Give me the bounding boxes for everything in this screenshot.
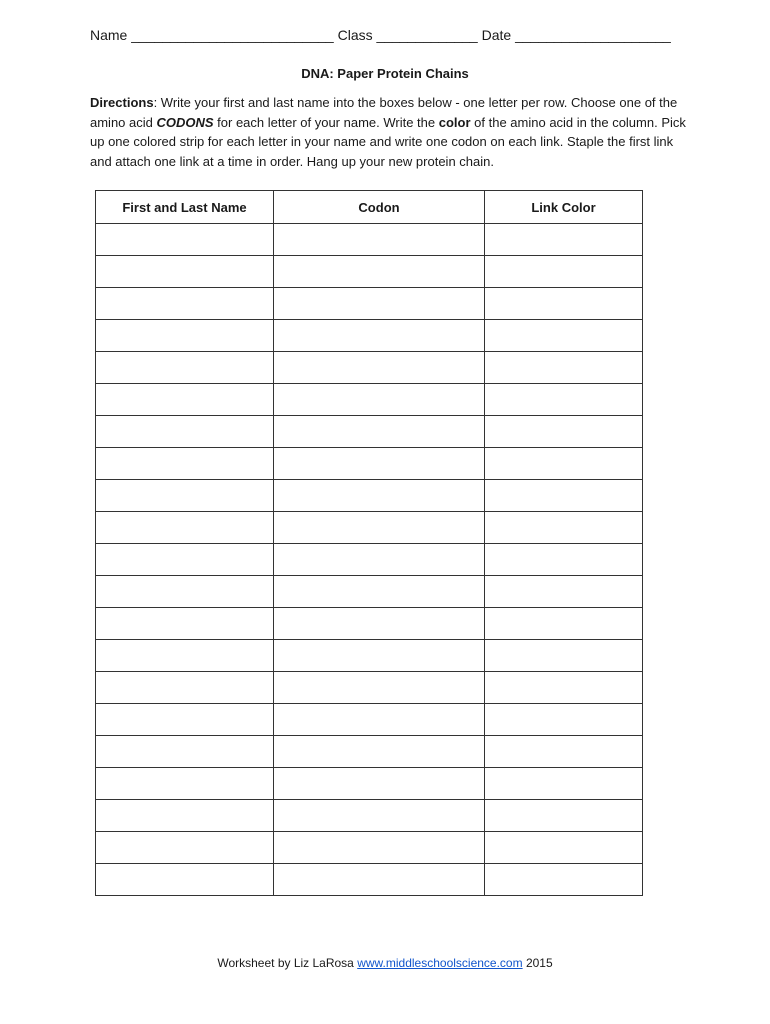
name-cell[interactable] (96, 352, 274, 384)
name-cell[interactable] (96, 736, 274, 768)
link-color-cell[interactable] (485, 224, 643, 256)
directions-text-1: : Write your first and last name into the boxes below - one letter per row. Choose one of the amino acid (90, 95, 678, 130)
codon-cell[interactable] (274, 576, 485, 608)
name-cell[interactable] (96, 800, 274, 832)
table-row (96, 480, 643, 512)
name-cell[interactable] (96, 768, 274, 800)
codon-cell[interactable] (274, 448, 485, 480)
class-label: Class (337, 27, 373, 43)
table-row (96, 608, 643, 640)
header-codon: Codon (274, 191, 485, 224)
name-cell[interactable] (96, 480, 274, 512)
header-first-last-name: First and Last Name (96, 191, 274, 224)
table-row (96, 672, 643, 704)
link-color-cell[interactable] (485, 288, 643, 320)
footer-year: 2015 (522, 956, 553, 970)
name-cell[interactable] (96, 384, 274, 416)
name-cell[interactable] (96, 224, 274, 256)
codon-cell[interactable] (274, 384, 485, 416)
codon-cell[interactable] (274, 416, 485, 448)
table-row (96, 448, 643, 480)
directions-codons: CODONS (156, 114, 214, 130)
page-title: DNA: Paper Protein Chains (301, 66, 469, 81)
table-row (96, 832, 643, 864)
header-link-color: Link Color (485, 191, 643, 224)
directions-text-3: of the amino acid in the column. Pick up one colored strip for each letter in your name and write one codon on each link. Staple the first link and attach one link at a time in order. Hang up your new protein chain. (90, 114, 686, 169)
link-color-cell[interactable] (485, 832, 643, 864)
codon-cell[interactable] (274, 736, 485, 768)
class-blank[interactable]: _____________ (376, 27, 478, 43)
table-row (96, 736, 643, 768)
name-cell[interactable] (96, 320, 274, 352)
link-color-cell[interactable] (485, 768, 643, 800)
link-color-cell[interactable] (485, 544, 643, 576)
directions-label: Directions (90, 95, 154, 110)
table-row (96, 704, 643, 736)
codon-cell[interactable] (274, 832, 485, 864)
codon-cell[interactable] (274, 640, 485, 672)
name-blank[interactable]: __________________________ (131, 27, 334, 43)
table-row (96, 416, 643, 448)
name-cell[interactable] (96, 256, 274, 288)
codon-cell[interactable] (274, 800, 485, 832)
table-row (96, 224, 643, 256)
table-row (96, 800, 643, 832)
directions-paragraph (90, 93, 690, 171)
link-color-cell[interactable] (485, 480, 643, 512)
table-body (96, 224, 643, 896)
codon-cell[interactable] (274, 704, 485, 736)
link-color-cell[interactable] (485, 256, 643, 288)
table-row (96, 288, 643, 320)
table-row (96, 320, 643, 352)
link-color-cell[interactable] (485, 800, 643, 832)
link-color-cell[interactable] (485, 640, 643, 672)
directions-color: color (438, 114, 471, 130)
codon-cell[interactable] (274, 768, 485, 800)
codon-cell[interactable] (274, 288, 485, 320)
table-row (96, 384, 643, 416)
name-label: Name (90, 27, 128, 43)
directions-text-2: for each letter of your name. Write the (213, 114, 439, 130)
name-cell[interactable] (96, 608, 274, 640)
codon-cell[interactable] (274, 352, 485, 384)
codon-cell[interactable] (274, 672, 485, 704)
codon-cell[interactable] (274, 320, 485, 352)
codon-cell[interactable] (274, 256, 485, 288)
link-color-cell[interactable] (485, 576, 643, 608)
table-row (96, 864, 643, 896)
name-cell[interactable] (96, 672, 274, 704)
name-cell[interactable] (96, 864, 274, 896)
header-fields (90, 27, 671, 43)
link-color-cell[interactable] (485, 704, 643, 736)
link-color-cell[interactable] (485, 864, 643, 896)
name-cell[interactable] (96, 448, 274, 480)
name-cell[interactable] (96, 576, 274, 608)
link-color-cell[interactable] (485, 448, 643, 480)
footer-link[interactable]: www.middleschoolscience.com (357, 956, 523, 970)
table-row (96, 576, 643, 608)
table-row (96, 640, 643, 672)
footer (0, 956, 770, 970)
table-row (96, 352, 643, 384)
table-row (96, 544, 643, 576)
date-blank[interactable]: ____________________ (515, 27, 671, 43)
name-cell[interactable] (96, 704, 274, 736)
link-color-cell[interactable] (485, 608, 643, 640)
name-cell[interactable] (96, 544, 274, 576)
link-color-cell[interactable] (485, 512, 643, 544)
date-label: Date (481, 27, 512, 43)
codon-cell[interactable] (274, 864, 485, 896)
link-color-cell[interactable] (485, 736, 643, 768)
codon-cell[interactable] (274, 544, 485, 576)
table-row (96, 512, 643, 544)
name-cell[interactable] (96, 288, 274, 320)
footer-credit: Worksheet by Liz LaRosa (217, 956, 358, 970)
name-cell[interactable] (96, 416, 274, 448)
name-cell[interactable] (96, 640, 274, 672)
link-color-cell[interactable] (485, 352, 643, 384)
link-color-cell[interactable] (485, 320, 643, 352)
link-color-cell[interactable] (485, 672, 643, 704)
link-color-cell[interactable] (485, 384, 643, 416)
codon-cell[interactable] (274, 608, 485, 640)
codon-cell[interactable] (274, 512, 485, 544)
table-row (96, 256, 643, 288)
name-cell[interactable] (96, 832, 274, 864)
name-cell[interactable] (96, 512, 274, 544)
table-row (96, 768, 643, 800)
codon-cell[interactable] (274, 480, 485, 512)
worksheet-table (95, 190, 643, 896)
link-color-cell[interactable] (485, 416, 643, 448)
table-header-row (96, 191, 643, 224)
codon-cell[interactable] (274, 224, 485, 256)
